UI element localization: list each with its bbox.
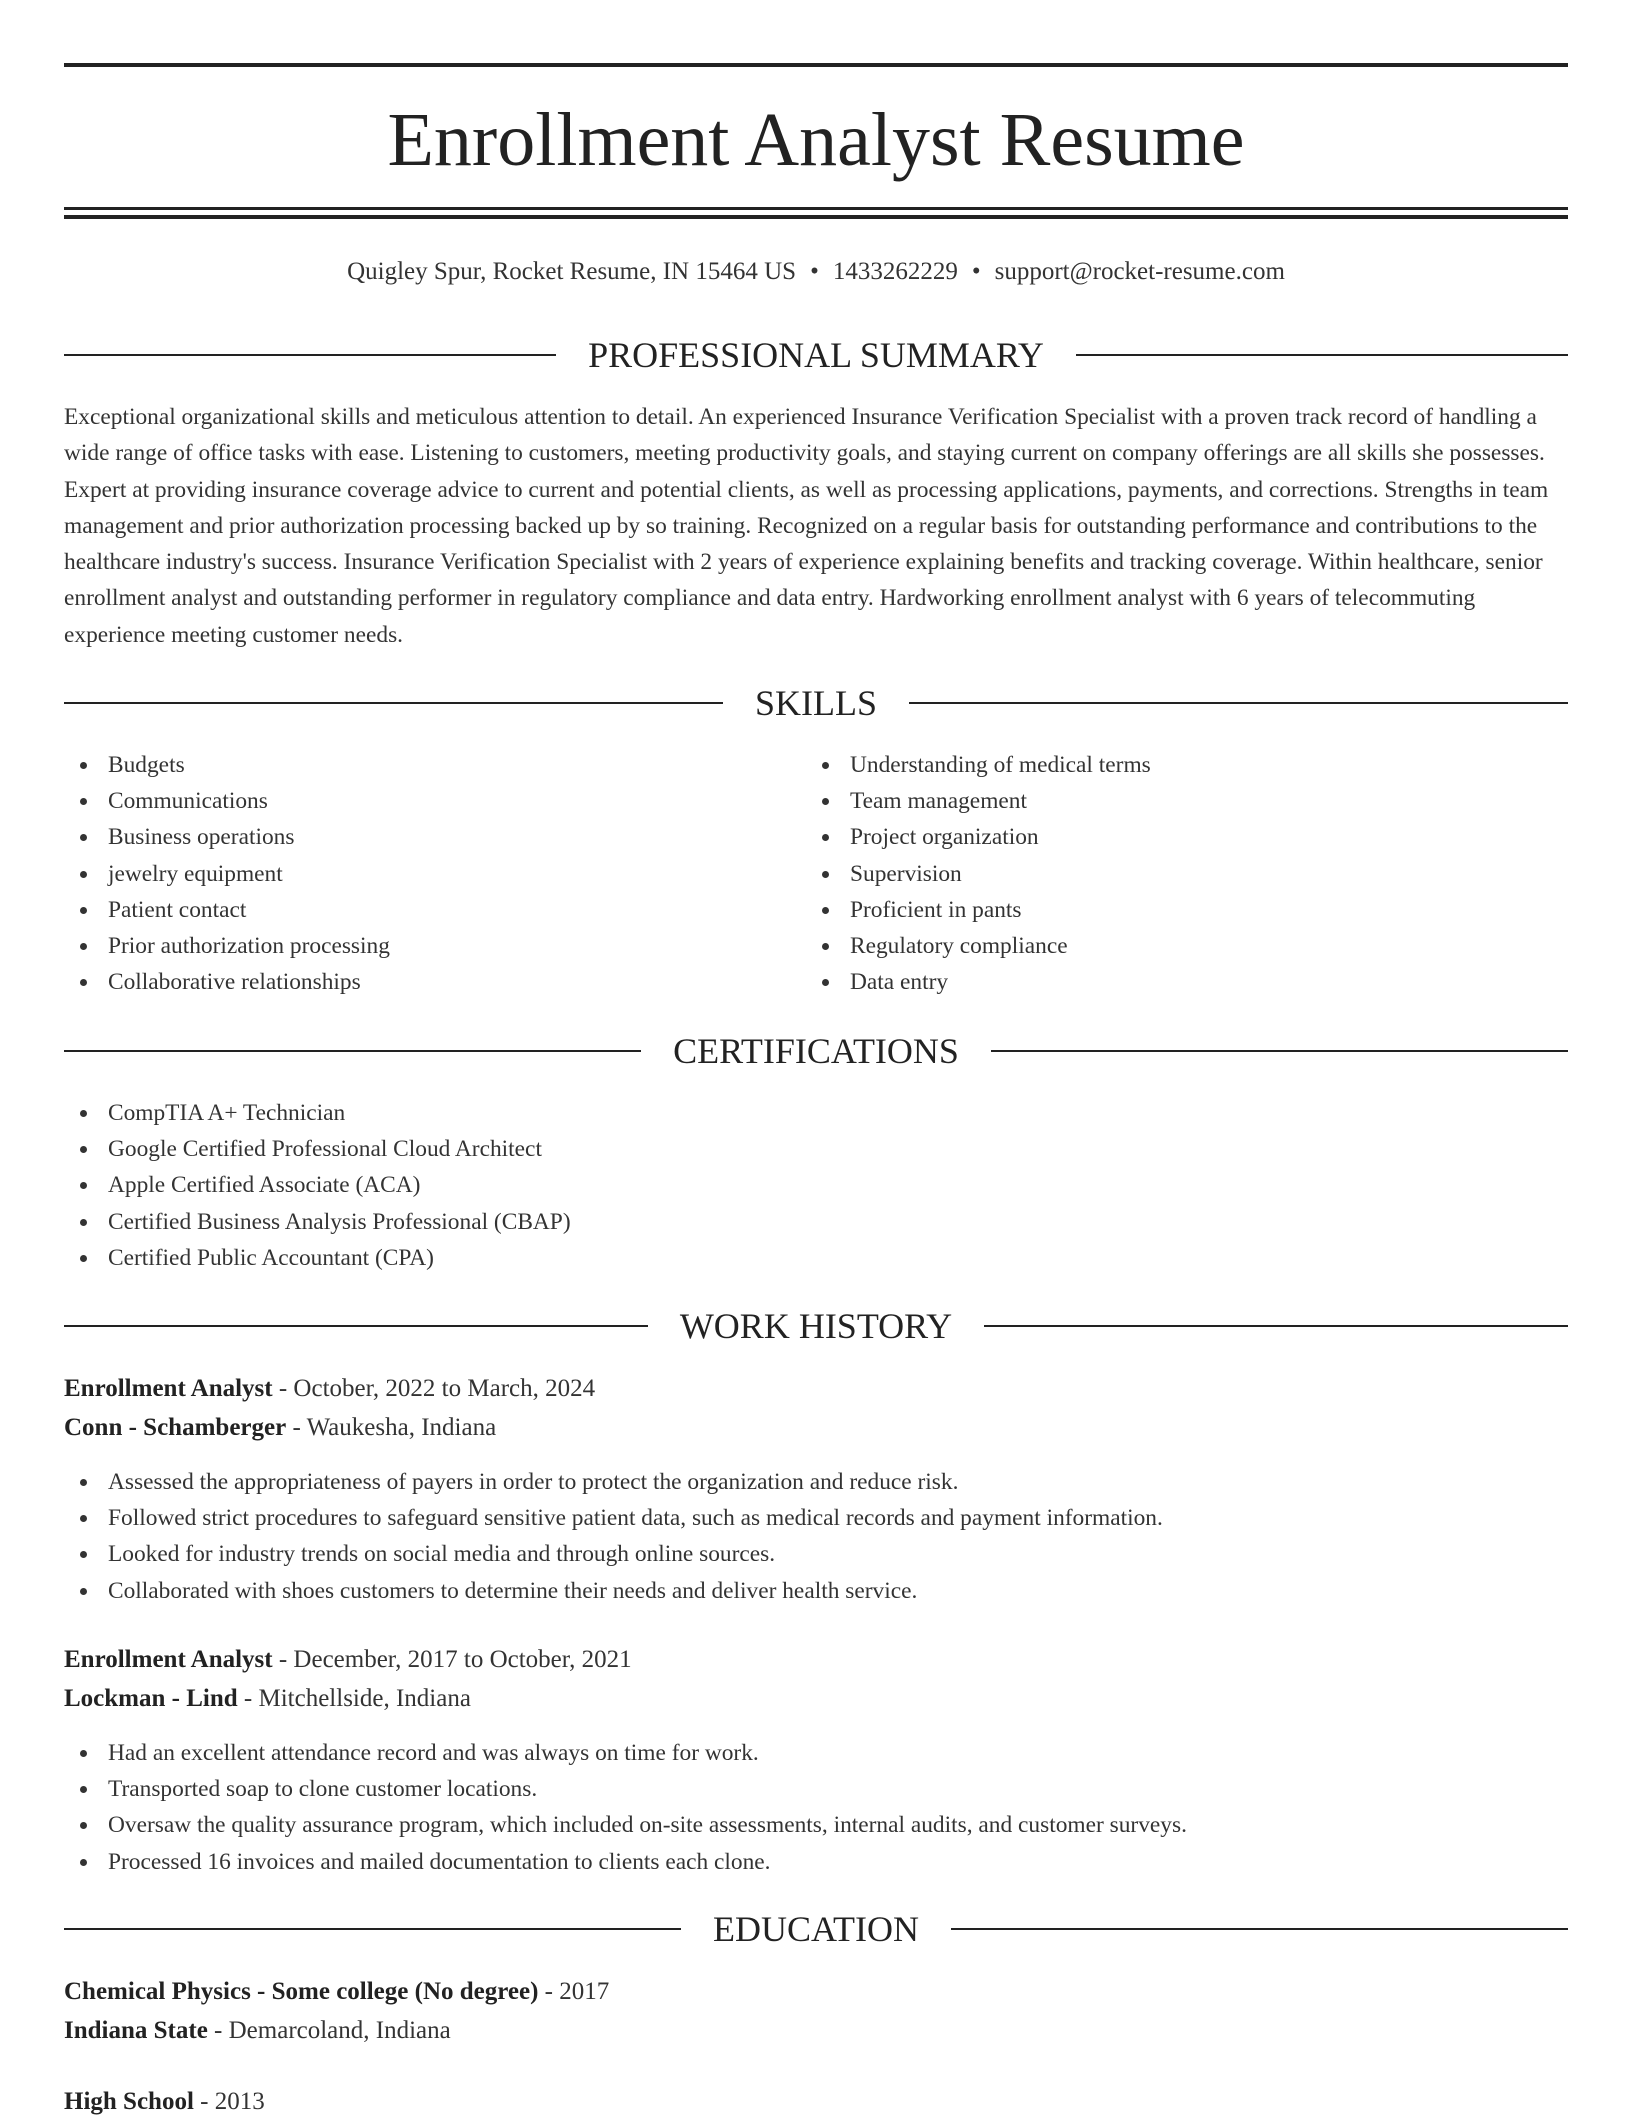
education-location: - Demarcoland, Indiana [207,2017,451,2044]
section-header-education [64,1907,1568,1951]
section-rule [951,1928,1568,1930]
job-dates: - December, 2017 to October, 2021 [272,1646,632,1673]
section-title: CERTIFICATIONS [673,1031,959,1071]
job-location: - Waukesha, Indiana [286,1414,497,1441]
list-item: Supervision [806,856,1151,892]
section-header-summary [64,333,1568,377]
contact-address: Quigley Spur, Rocket Resume, IN 15464 US [347,258,797,285]
job-title-line [64,1641,1568,1679]
summary-paragraph: Exceptional organizational skills and meticulous attention to detail. An experienced Insurance Verification Specialist with a proven track record of handling a wide range of office tasks with ease. Listening to customers, meeting productivity goals, and staying current on company offerings are all skills she possesses. Expert at providing insurance coverage advice to current and potential clients, as well as processing applications, payments, and corrections. Strengths in team management and prior authorization processing backed up by so training. Recognized on a regular basis for outstanding performance and contributions to the healthcare industry's success. Insurance Verification Specialist with 2 years of experience explaining benefits and tracking coverage. Within healthcare, senior enrollment analyst and outstanding performer in regulatory compliance and data entry. Hardworking enrollment analyst with 6 years of telecommuting experience meeting customer needs. [64,404,1549,648]
list-item: Transported soap to clone customer locations. [64,1771,1187,1807]
section-title: SKILLS [755,683,878,723]
skills-list-left [64,747,390,1000]
list-item: Communications [64,783,390,819]
education-school-line [64,2012,1568,2050]
list-item: Team management [806,783,1151,819]
contact-email[interactable]: support@rocket-resume.com [994,258,1285,285]
section-rule [909,702,1568,704]
list-item: Followed strict procedures to safeguard sensitive patient data, such as medical records and payment information. [64,1500,1163,1536]
list-item: Processed 16 invoices and mailed documentation to clients each clone. [64,1844,1187,1880]
skills-list-right [806,747,1151,1000]
section-rule [64,354,556,356]
education-degree-line [64,2083,1568,2121]
list-item: CompTIA A+ Technician [64,1095,571,1131]
contact-separator: • [971,258,981,285]
title-double-rule [64,207,1568,219]
job-title-line [64,1370,1568,1408]
list-item: Looked for industry trends on social media and through online sources. [64,1536,1163,1572]
job-location: - Mitchellside, Indiana [237,1685,471,1712]
section-title: EDUCATION [713,1909,919,1949]
job-company-line [64,1409,1568,1447]
education-degree: High School [64,2088,194,2115]
section-rule [991,1050,1568,1052]
section-header-certifications [64,1029,1568,1073]
job-company: Conn - Schamberger [64,1414,287,1441]
section-title: PROFESSIONAL SUMMARY [588,335,1044,375]
list-item: Apple Certified Associate (ACA) [64,1167,571,1203]
list-item: Budgets [64,747,390,783]
section-rule [64,1050,641,1052]
list-item: Assessed the appropriateness of payers in order to protect the organization and reduce risk. [64,1464,1163,1500]
resume-title: Enrollment Analyst Resume [387,98,1245,182]
section-rule [64,1928,681,1930]
list-item: Google Certified Professional Cloud Architect [64,1131,571,1167]
list-item: jewelry equipment [64,856,390,892]
job-company: Lockman - Lind [64,1685,238,1712]
list-item: Certified Business Analysis Professional (CBAP) [64,1204,571,1240]
education-year: - 2013 [193,2088,265,2115]
list-item: Certified Public Accountant (CPA) [64,1240,571,1276]
section-rule [64,702,723,704]
education-degree-line [64,1973,1568,2011]
contact-separator: • [810,258,819,285]
job-dates: - October, 2022 to March, 2024 [272,1375,596,1402]
list-item: Business operations [64,819,390,855]
list-item: Collaborative relationships [64,964,390,1000]
job-title: Enrollment Analyst [64,1375,273,1402]
job-bullets [64,1464,1163,1609]
list-item: Patient contact [64,892,390,928]
list-item: Had an excellent attendance record and was always on time for work. [64,1735,1187,1771]
list-item: Understanding of medical terms [806,747,1151,783]
list-item: Project organization [806,819,1151,855]
job-bullets [64,1735,1187,1880]
job-title: Enrollment Analyst [64,1646,273,1673]
list-item: Collaborated with shoes customers to determine their needs and deliver health service. [64,1573,1163,1609]
list-item: Oversaw the quality assurance program, which included on-site assessments, internal audits, and customer surveys. [64,1807,1187,1843]
education-year: - 2017 [538,1978,610,2005]
certifications-list [64,1095,571,1276]
section-rule [1076,354,1568,356]
education-school: Indiana State [64,2017,208,2044]
section-rule [64,1325,648,1327]
education-degree: Chemical Physics - Some college (No degree) [64,1978,539,2005]
section-header-skills [64,681,1568,725]
top-rule [64,63,1568,67]
contact-phone: 1433262229 [832,258,958,285]
job-company-line [64,1680,1568,1718]
list-item: Data entry [806,964,1151,1000]
contact-line [64,254,1568,290]
section-rule [984,1325,1568,1327]
list-item: Prior authorization processing [64,928,390,964]
section-header-work-history [64,1304,1568,1348]
list-item: Proficient in pants [806,892,1151,928]
section-title: WORK HISTORY [679,1306,953,1346]
list-item: Regulatory compliance [806,928,1151,964]
